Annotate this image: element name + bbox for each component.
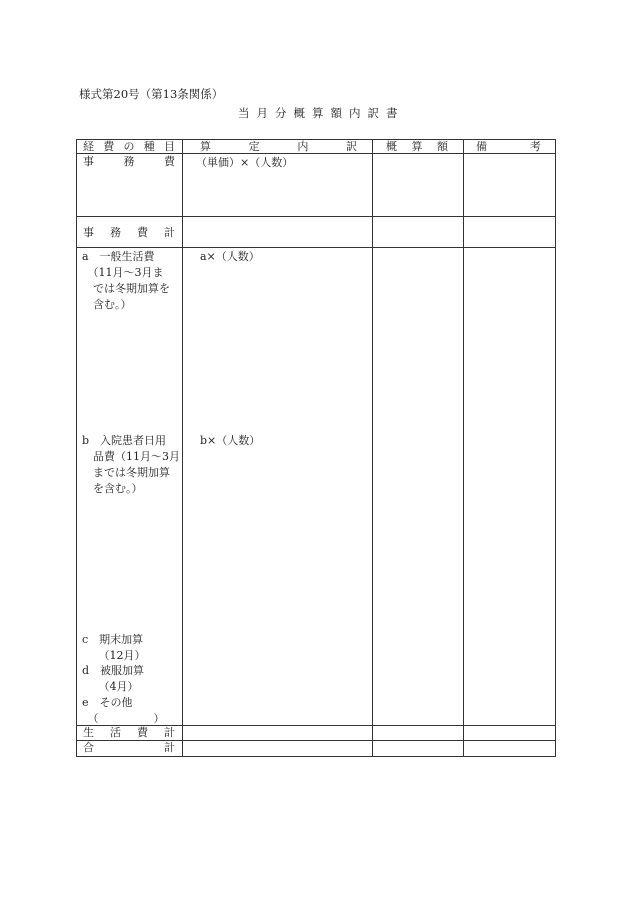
office-expense-label: 事 務 費 — [83, 155, 175, 168]
row-divider-office-total — [76, 247, 556, 248]
header-expense-type: 経 費 の 種 目 — [83, 140, 175, 153]
living-expense-total-label: 生 活 費 計 — [83, 726, 175, 739]
item-b-label: b 入院患者日用 品費（11月～3月 までは冬期加算 を含む。） — [82, 434, 180, 495]
header-calculation-breakdown: 算 定 内 訳 — [200, 140, 357, 153]
item-d-label: d 被服加算 （4月） — [82, 664, 145, 693]
col-divider-3 — [463, 139, 464, 757]
item-b-calculation: b×（人数） — [200, 434, 261, 447]
office-expense-calculation: （単価）×（人数） — [196, 156, 294, 169]
col-divider-2 — [372, 139, 373, 757]
breakdown-table — [76, 139, 556, 757]
item-a-label: a 一般生活費 （11月～3月ま では冬期加算を 含む。） — [82, 250, 170, 311]
table-border-left — [76, 139, 77, 757]
document-title: 当月分概算額内訳書 — [238, 106, 405, 120]
col-divider-1 — [182, 139, 183, 757]
item-e-label: e その他 （ ） — [82, 696, 165, 725]
office-expense-total-label: 事 務 費 計 — [83, 226, 175, 239]
row-divider-office — [76, 216, 556, 217]
header-estimated-amount: 概 算 額 — [386, 140, 448, 153]
header-remarks: 備 考 — [476, 140, 541, 153]
form-number: 様式第20号（第13条関係） — [79, 87, 224, 101]
item-c-label: c 期末加算 （12月） — [82, 633, 146, 662]
item-a-calculation: a×（人数） — [200, 250, 260, 263]
grand-total-label: 合 計 — [83, 741, 175, 754]
table-border-right — [555, 139, 556, 757]
table-border-bottom — [76, 756, 556, 757]
